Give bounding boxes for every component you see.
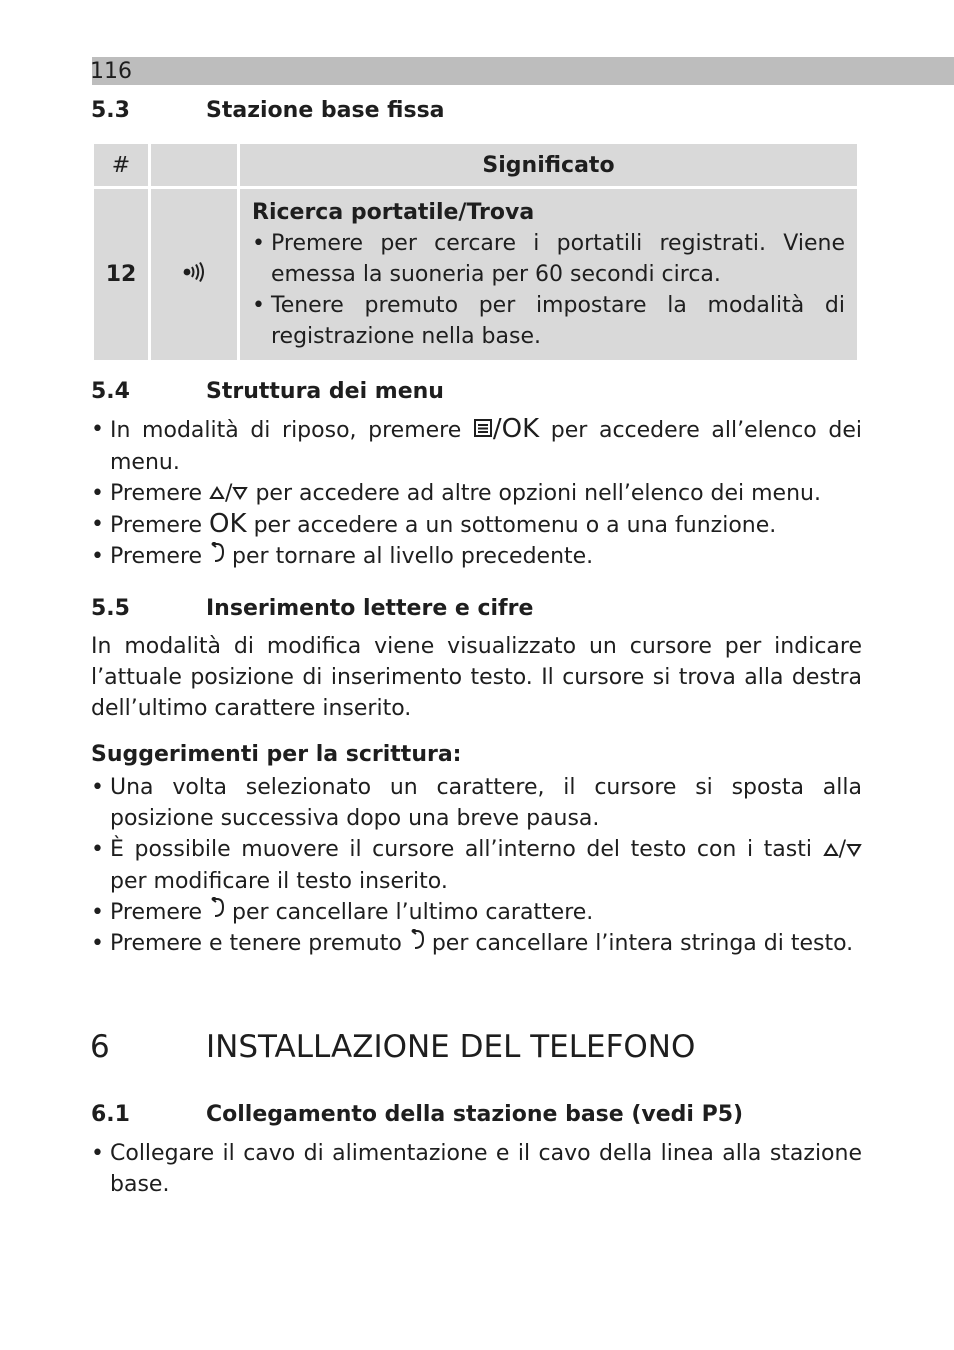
- list-item-text: Premere e tenere premuto: [110, 931, 402, 956]
- list-item: [91, 1138, 862, 1200]
- list-item-text: Tenere premuto per impostare la modalità di registrazione nella base.: [271, 293, 845, 349]
- list-item: [252, 228, 845, 290]
- menu-structure-list: [91, 414, 862, 573]
- list-item: [91, 509, 862, 541]
- list-item-text: Premere per cercare i portatili registrati. Viene emessa la suoneria per 60 secondi circa.: [271, 231, 845, 287]
- table-header-row: [94, 144, 857, 186]
- row-description: [240, 189, 857, 360]
- list-item-text: per accedere ad altre opzioni nell’elenco dei menu.: [255, 480, 821, 506]
- arrow-down-icon: [232, 478, 248, 509]
- list-item: [252, 290, 845, 352]
- list-item-text: per cancellare l’ultimo carattere.: [232, 899, 594, 925]
- list-item-text: Una volta selezionato un carattere, il cursore si sposta alla posizione successiva dopo una breve pausa.: [110, 775, 862, 831]
- page-find-icon: [181, 261, 207, 289]
- header-icon-column: [151, 144, 237, 186]
- writing-tips-list: [91, 772, 862, 960]
- arrow-up-icon: [823, 835, 839, 866]
- bullet-mark: •: [91, 899, 104, 925]
- section-6-1-title: Collegamento della stazione base (vedi P5): [206, 1102, 744, 1127]
- back-icon: [409, 929, 425, 960]
- list-item-text: per accedere a un sottomenu o a una funzione.: [253, 513, 777, 538]
- table-row: [94, 189, 857, 360]
- menu-icon: [473, 416, 493, 447]
- page-number: 116: [90, 59, 132, 84]
- list-item: [91, 928, 862, 960]
- list-item-text: Premere: [110, 480, 203, 506]
- bullet-mark: •: [252, 293, 265, 318]
- row-description-title: Ricerca portatile/Trova: [252, 200, 535, 225]
- slash-separator: /: [838, 837, 846, 862]
- base-station-table: [91, 141, 860, 363]
- bullet-mark: •: [91, 775, 104, 800]
- header-bar: [92, 57, 954, 85]
- writing-tips-title: Suggerimenti per la scrittura:: [91, 742, 462, 767]
- list-item-text: Premere: [110, 513, 203, 538]
- list-item: [91, 478, 862, 510]
- header-hash: #: [94, 144, 148, 186]
- chapter-6-title: INSTALLAZIONE DEL TELEFONO: [206, 1029, 696, 1065]
- bullet-mark: •: [91, 544, 104, 569]
- list-item-text: Premere: [110, 899, 203, 925]
- list-item: [91, 834, 862, 897]
- list-item: [91, 541, 862, 573]
- back-icon: [209, 542, 225, 573]
- row-description-list: [252, 228, 845, 352]
- bullet-mark: •: [91, 417, 104, 442]
- chapter-6-number: 6: [90, 1029, 110, 1065]
- back-icon: [209, 897, 225, 928]
- row-icon-cell: [151, 189, 237, 360]
- list-item: [91, 414, 862, 478]
- header-significato: Significato: [240, 144, 857, 186]
- section-6-1-number: 6.1: [91, 1102, 130, 1127]
- list-item-text: per accedere all’elenco dei menu.: [110, 418, 862, 475]
- bullet-mark: •: [91, 480, 104, 506]
- section-5-4-number: 5.4: [91, 379, 130, 404]
- list-item-text: Collegare il cavo di alimentazione e il cavo della linea alla stazione base.: [110, 1141, 862, 1197]
- ok-key-label: OK: [209, 509, 247, 539]
- list-item: [91, 897, 862, 929]
- slash-separator: /: [225, 480, 233, 506]
- section-5-3-title: Stazione base fissa: [206, 98, 445, 123]
- connection-list: [91, 1138, 862, 1200]
- arrow-down-icon: [846, 835, 862, 866]
- bullet-mark: •: [91, 931, 104, 956]
- row-number: 12: [94, 189, 148, 360]
- list-item-text: In modalità di riposo, premere: [110, 418, 462, 443]
- list-item-text: per cancellare l’intera stringa di testo.: [431, 931, 854, 956]
- section-5-5-number: 5.5: [91, 596, 130, 621]
- section-5-3-number: 5.3: [91, 98, 130, 123]
- bullet-mark: •: [91, 837, 104, 862]
- list-item-text: Premere: [110, 544, 203, 569]
- bullet-mark: •: [91, 1141, 104, 1166]
- list-item-text: per tornare al livello precedente.: [232, 544, 594, 569]
- ok-key-label: /OK: [492, 414, 540, 444]
- list-item-text: per modificare il testo inserito.: [110, 868, 448, 894]
- section-5-5-title: Inserimento lettere e cifre: [206, 596, 534, 621]
- bullet-mark: •: [252, 231, 265, 256]
- list-item: [91, 772, 862, 834]
- bullet-mark: •: [91, 512, 104, 537]
- section-5-4-title: Struttura dei menu: [206, 379, 444, 404]
- arrow-up-icon: [209, 478, 225, 509]
- section-5-5-paragraph: In modalità di modifica viene visualizzato un cursore per indicare l’attuale posizione di inserimento testo. Il cursore si trova alla destra dell’ultimo carattere inserito.: [91, 634, 862, 721]
- list-item-text: È possibile muovere il cursore all’interno del testo con i tasti: [110, 837, 812, 862]
